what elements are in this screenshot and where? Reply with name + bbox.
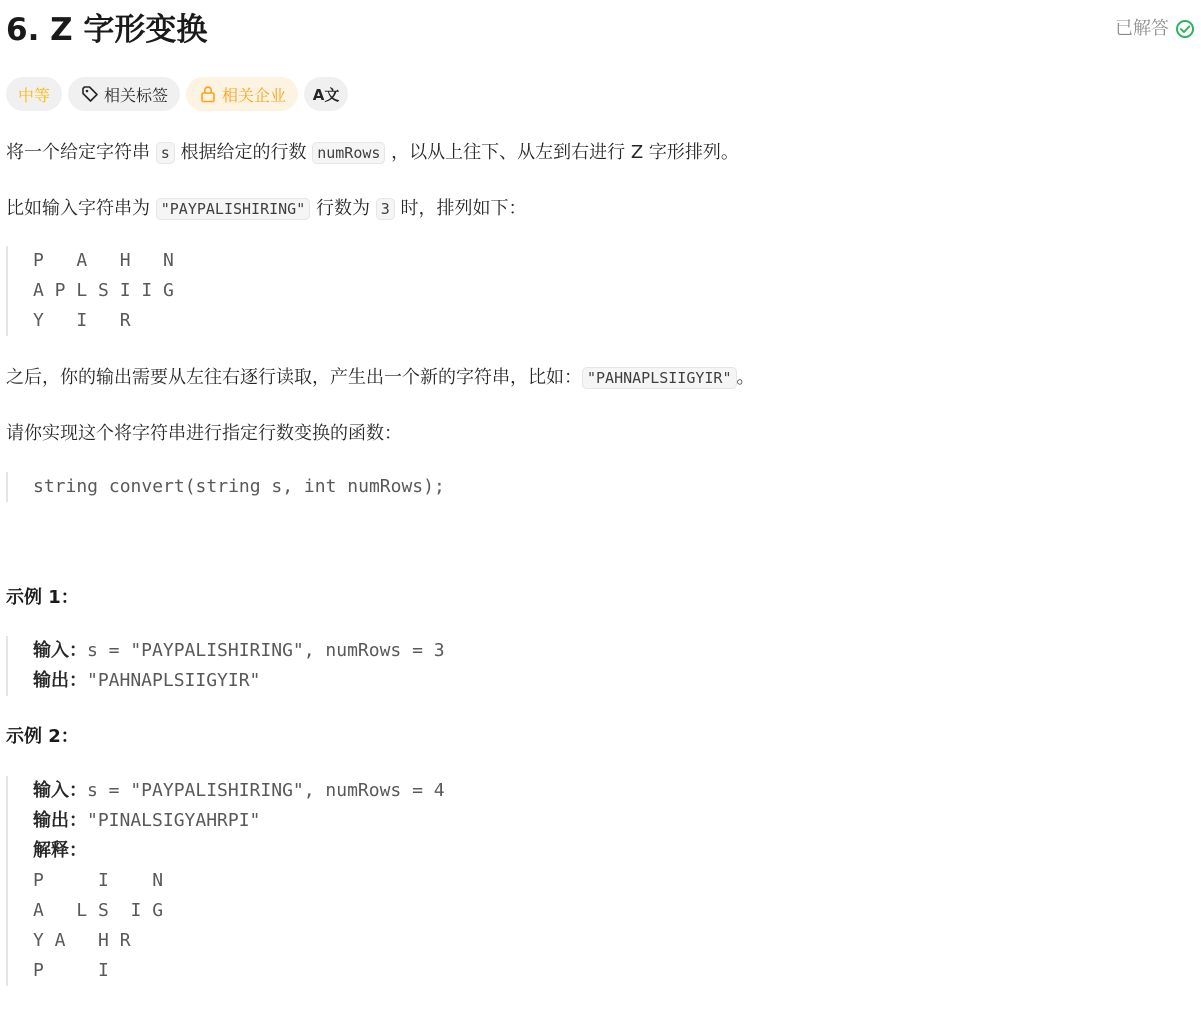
example-output-line	[33, 666, 445, 696]
inline-code: numRows	[312, 142, 385, 164]
output-value: "PAHNAPLSIIGYIR"	[87, 670, 261, 691]
code-line: P A H N	[33, 250, 174, 271]
inline-code: "PAHNAPLSIIGYIR"	[582, 367, 737, 389]
solved-label: 已解答	[1115, 18, 1169, 39]
code-line: Y I R	[33, 310, 131, 331]
problem-title: 6. Z 字形变换	[6, 12, 208, 48]
inline-code: s	[156, 142, 175, 164]
lock-icon	[198, 84, 218, 104]
example-1-block	[6, 636, 445, 696]
output-value: "PINALSIGYAHRPI"	[87, 810, 261, 831]
output-label: 输出：	[33, 670, 87, 691]
output-label: 输出：	[33, 810, 87, 831]
code-line: P I N	[33, 870, 164, 891]
example-input-line	[33, 776, 445, 806]
example-output-line	[33, 806, 445, 836]
check-circle-icon	[1175, 19, 1195, 39]
text-segment: 行数为	[310, 198, 376, 219]
related-companies-button[interactable]	[186, 77, 298, 111]
input-value: s = "PAYPALISHIRING", numRows = 4	[87, 780, 445, 801]
related-tags-label: 相关标签	[104, 85, 169, 105]
related-companies-label: 相关企业	[222, 85, 287, 105]
translate-button[interactable]	[304, 77, 348, 111]
problem-header	[6, 10, 1195, 54]
code-line: string convert(string s, int numRows);	[33, 476, 445, 497]
related-tags-button[interactable]	[68, 77, 180, 111]
text-segment: 比如输入字符串为	[6, 198, 156, 219]
tag-icon	[80, 84, 100, 104]
example-1-title: 示例 1：	[6, 587, 79, 608]
text-segment: 将一个给定字符串	[6, 142, 156, 163]
text-segment: 之后，你的输出需要从左往右逐行读取，产生出一个新的字符串，比如：	[6, 367, 582, 388]
example-input-line	[33, 636, 445, 666]
description-paragraph-2	[6, 196, 526, 222]
difficulty-label: 中等	[18, 85, 51, 105]
text-segment: 时，排列如下：	[394, 198, 527, 219]
problem-tags	[6, 77, 348, 111]
example-explain-line	[33, 836, 445, 866]
text-segment: ，以从上往下、从左到右进行 Z 字形排列。	[385, 142, 739, 163]
inline-code: 3	[376, 198, 395, 220]
example-2-title: 示例 2：	[6, 726, 79, 747]
input-label: 输入：	[33, 780, 87, 801]
input-value: s = "PAYPALISHIRING", numRows = 3	[87, 640, 445, 661]
description-paragraph-4: 请你实现这个将字符串进行指定行数变换的函数：	[6, 423, 402, 444]
text-segment: 。	[736, 367, 755, 388]
translate-icon: A文	[312, 85, 340, 104]
inline-code: "PAYPALISHIRING"	[156, 198, 311, 220]
example-2-block	[6, 776, 445, 986]
description-paragraph-3	[6, 365, 755, 391]
code-line: A P L S I I G	[33, 280, 174, 301]
difficulty-badge	[6, 77, 62, 111]
zigzag-code-block	[6, 246, 174, 336]
code-line: P I	[33, 960, 109, 981]
solved-status	[1115, 16, 1195, 42]
code-line: A L S I G	[33, 900, 164, 921]
description-paragraph-1	[6, 140, 739, 166]
explain-label: 解释：	[33, 840, 87, 861]
input-label: 输入：	[33, 640, 87, 661]
text-segment: 根据给定的行数	[174, 142, 313, 163]
code-line: Y A H R	[33, 930, 131, 951]
signature-code-block	[6, 472, 445, 502]
